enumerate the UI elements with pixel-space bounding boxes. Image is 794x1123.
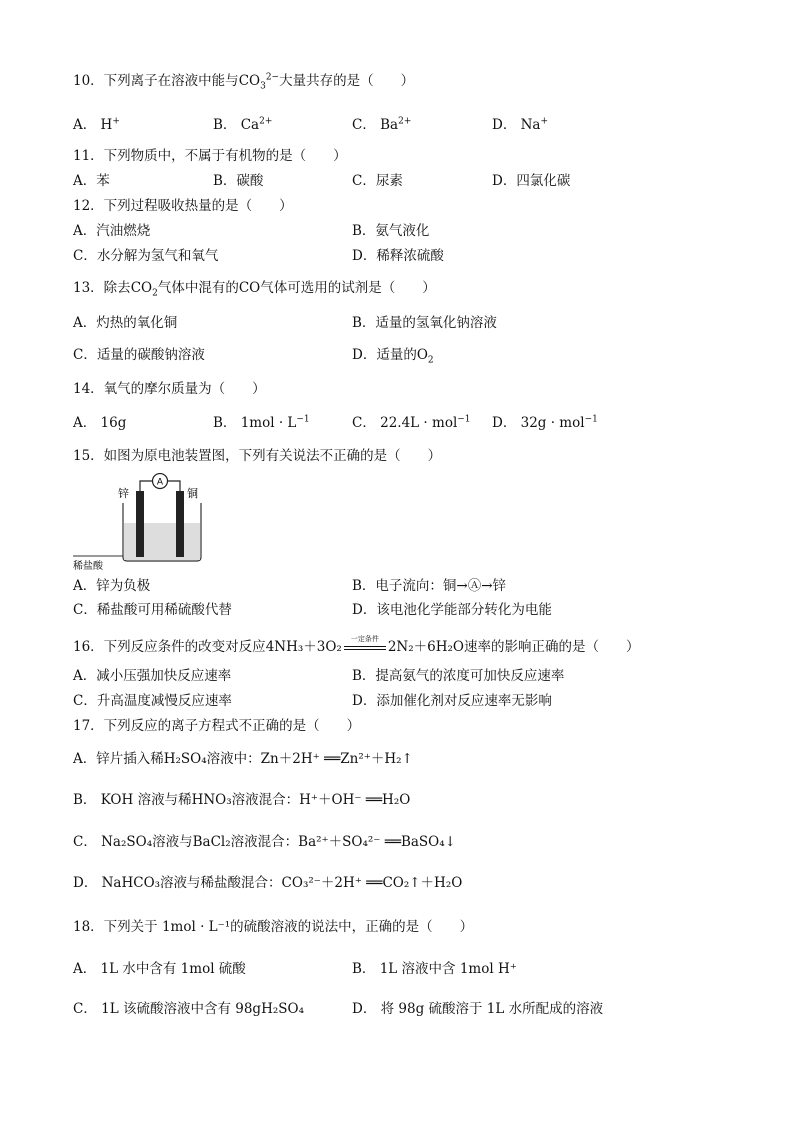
q10-c-text: C． Ba xyxy=(352,117,399,133)
q11-option-d: D．四氯化碳 xyxy=(492,173,571,189)
q11-option-c: C．尿素 xyxy=(352,173,403,189)
q16-eq-left: 4NH₃＋3O₂ xyxy=(265,639,342,655)
q12-stem: 12．下列过程吸收热量的是（ ） xyxy=(73,198,293,214)
q14-option-b xyxy=(213,414,310,432)
q10-ion-sub: 3 xyxy=(260,81,266,92)
q15-option-c: C．稀盐酸可用稀硫酸代替 xyxy=(73,602,232,618)
q10-c-sup: 2+ xyxy=(398,116,412,127)
q16-stem xyxy=(73,634,640,656)
q16-option-c: C．升高温度减慢反应速率 xyxy=(73,693,232,709)
q13-option-a: A．灼热的氧化铜 xyxy=(73,315,178,331)
q10-ion-sup: 2− xyxy=(265,72,280,83)
q13-option-c: C．适量的碳酸钠溶液 xyxy=(73,347,205,363)
q13-co2-sub: 2 xyxy=(152,288,158,299)
q13-stem-a: 13．除去 xyxy=(73,280,131,296)
q10-d-text: D． Na xyxy=(492,117,541,133)
q16-eq-arrow xyxy=(342,634,388,650)
q10-a-text: A． H xyxy=(73,117,113,133)
copper-electrode xyxy=(176,491,184,557)
q17-stem: 17．下列反应的离子方程式不正确的是（ ） xyxy=(73,718,361,734)
q18-option-c: C． 1L 该硫酸溶液中含有 98gH₂SO₄ xyxy=(73,1001,304,1017)
q17-option-b: B． KOH 溶液与稀HNO₃溶液混合：H⁺＋OH⁻ ══H₂O xyxy=(73,792,411,808)
q10-option-b xyxy=(213,116,272,134)
q13-d-sub: 2 xyxy=(427,355,434,366)
q13-stem-b: 气体中混有的CO气体可选用的试剂是（ ） xyxy=(157,280,436,296)
acid-label: 稀盐酸 xyxy=(73,561,103,572)
q11-option-b: B．碳酸 xyxy=(213,173,264,189)
q15-option-a: A．锌为负极 xyxy=(73,578,151,594)
q13-option-b: B．适量的氢氧化钠溶液 xyxy=(352,315,497,331)
q12-option-b: B．氨气液化 xyxy=(352,223,430,239)
copper-label: 铜 xyxy=(187,487,198,500)
q16-condition: 一定条件 xyxy=(350,634,379,643)
q18-option-b: B． 1L 溶液中含 1mol H⁺ xyxy=(352,961,517,977)
q10-b-text: B． Ca xyxy=(213,117,260,133)
q10-ion xyxy=(238,72,280,92)
q14-d-sup: −1 xyxy=(584,414,598,425)
q16-stem-a: 16．下列反应条件的改变对反应 xyxy=(73,639,266,655)
q14-b-text: B． 1mol · L xyxy=(213,415,297,431)
q11-stem: 11．下列物质中，不属于有机物的是（ ） xyxy=(73,148,347,164)
q12-option-d: D．稀释浓硫酸 xyxy=(352,248,444,264)
q13-stem xyxy=(73,279,436,297)
q15-option-d: D．该电池化学能部分转化为电能 xyxy=(352,602,552,618)
ammeter-label: A xyxy=(156,477,164,488)
acid-solution xyxy=(124,523,200,560)
q13-d-text: D．适量的O xyxy=(352,347,428,363)
q18-stem: 18．下列关于 1mol · L⁻¹的硫酸溶液的说法中，正确的是（ ） xyxy=(73,919,474,935)
q16-double-line xyxy=(344,646,386,650)
zinc-electrode xyxy=(136,491,144,557)
q14-option-a: A． 16g xyxy=(73,415,127,431)
q10-d-sup: + xyxy=(540,116,549,127)
q14-d-text: D． 32g · mol xyxy=(492,415,585,431)
q17-option-c: C． Na₂SO₄溶液与BaCl₂溶液混合：Ba²⁺＋SO₄²⁻ ══BaSO₄↓ xyxy=(73,834,456,850)
q10-a-sup: + xyxy=(112,116,120,127)
q11-option-a: A．苯 xyxy=(73,173,110,189)
wire-right xyxy=(168,481,180,487)
wire-left xyxy=(140,481,152,487)
q10-b-sup: 2+ xyxy=(259,116,273,127)
q10-stem-b: 大量共存的是（ ） xyxy=(279,73,415,89)
q10-ion-base: CO xyxy=(238,73,261,89)
q10-stem-a: 10．下列离子在溶液中能与 xyxy=(73,73,239,89)
q16-option-b: B．提高氨气的浓度可加快反应速率 xyxy=(352,668,565,684)
q16-eq-right: 2N₂＋6H₂O xyxy=(387,639,464,655)
q14-b-sup: −1 xyxy=(296,414,310,425)
q10-option-d xyxy=(492,116,548,134)
q12-option-c: C．水分解为氢气和氧气 xyxy=(73,248,219,264)
q14-c-text: C． 22.4L · mol xyxy=(352,415,458,431)
galvanic-cell-diagram xyxy=(73,473,213,573)
q10-option-c xyxy=(352,116,411,134)
q13-option-d xyxy=(352,346,434,364)
q13-co2: CO xyxy=(130,280,153,296)
q14-stem: 14．氧气的摩尔质量为（ ） xyxy=(73,381,266,397)
q15-option-b: B．电子流向：铜→Ⓐ→锌 xyxy=(352,578,507,594)
q14-c-sup: −1 xyxy=(457,414,471,425)
q17-option-a: A．锌片插入稀H₂SO₄溶液中：Zn＋2H⁺ ══Zn²⁺＋H₂↑ xyxy=(73,751,413,767)
q17-option-d: D． NaHCO₃溶液与稀盐酸混合：CO₃²⁻＋2H⁺ ══CO₂↑＋H₂O xyxy=(73,875,463,891)
q18-option-d: D． 将 98g 硫酸溶于 1L 水所配成的溶液 xyxy=(352,1001,604,1017)
q18-option-a: A． 1L 水中含有 1mol 硫酸 xyxy=(73,961,246,977)
q16-option-a: A．减小压强加快反应速率 xyxy=(73,668,232,684)
q10-option-a xyxy=(73,116,120,134)
zinc-label: 锌 xyxy=(118,487,129,500)
q12-option-a: A．汽油燃烧 xyxy=(73,223,151,239)
q14-option-c xyxy=(352,414,471,432)
q16-stem-b: 速率的影响正确的是（ ） xyxy=(464,639,640,655)
q16-option-d: D．添加催化剂对反应速率无影响 xyxy=(352,693,552,709)
q10-stem xyxy=(73,72,414,90)
q14-option-d xyxy=(492,414,598,432)
q15-stem: 15．如图为原电池装置图，下列有关说法不正确的是（ ） xyxy=(73,448,442,464)
